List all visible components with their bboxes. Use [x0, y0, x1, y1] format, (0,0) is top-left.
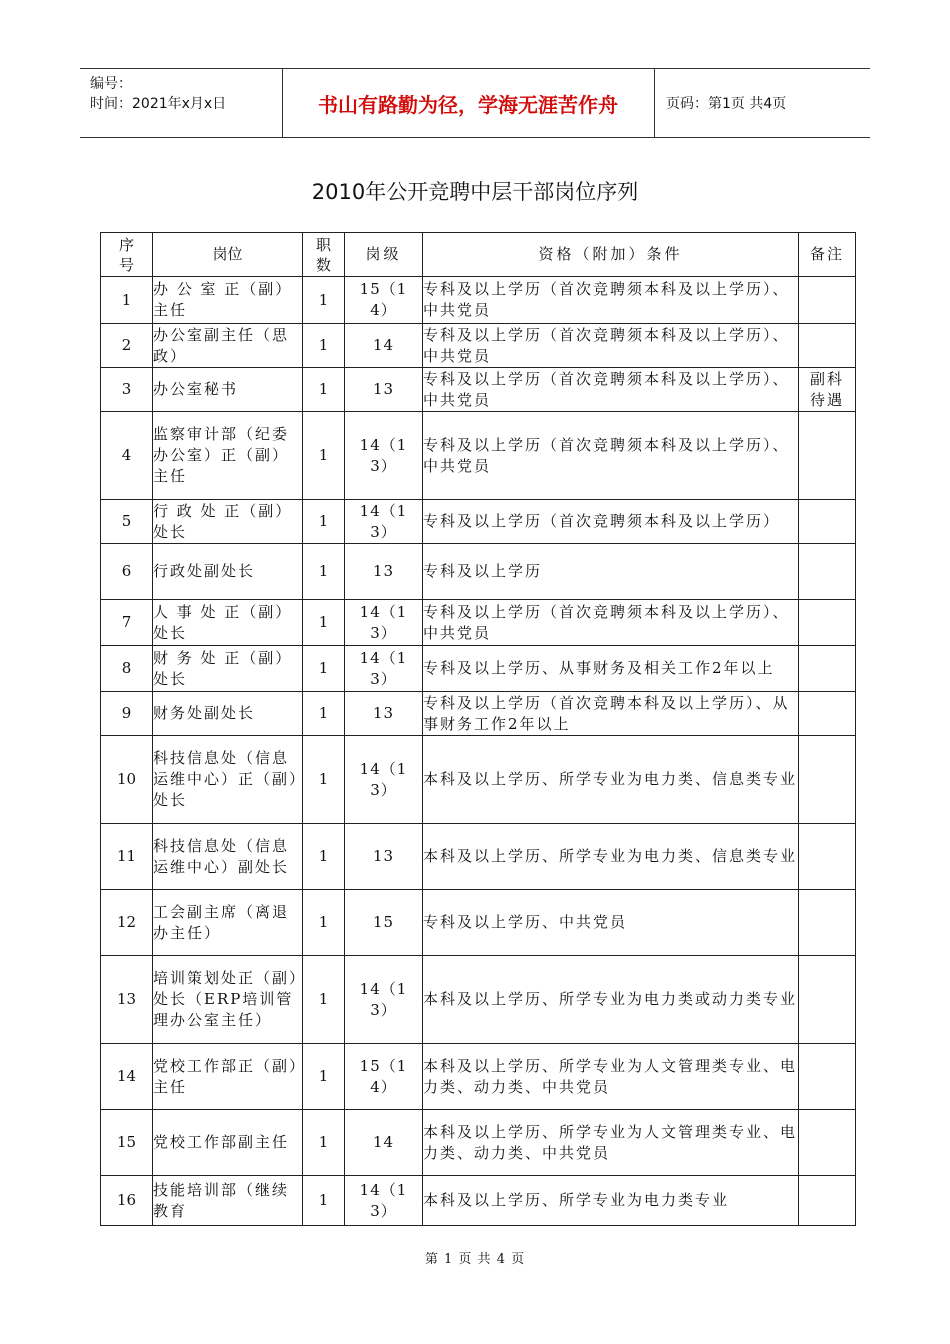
row-num: 13: [101, 956, 153, 1044]
date-label: 时间：2021年x月x日: [90, 96, 227, 112]
row-count: 1: [303, 692, 345, 736]
row-count: 1: [303, 412, 345, 500]
row-position: 办公室副主任（思政）: [153, 324, 303, 368]
table-header-row: [101, 233, 856, 277]
table-row: [101, 1110, 856, 1176]
positions-table: [100, 232, 856, 1226]
row-num: 4: [101, 412, 153, 500]
table-row: [101, 368, 856, 412]
row-num: 10: [101, 736, 153, 824]
row-level: 14（13）: [345, 600, 423, 646]
header-level: 岗级: [345, 233, 423, 277]
row-position: 工会副主席（离退办主任）: [153, 890, 303, 956]
header-page-label: 页码：第1页 共4页: [666, 96, 787, 112]
row-count: 1: [303, 600, 345, 646]
row-note: [799, 544, 856, 600]
row-position: 党校工作部副主任: [153, 1110, 303, 1176]
document-header: [80, 68, 870, 138]
row-position: 办 公 室 正（副）主任: [153, 277, 303, 324]
row-level: 14（13）: [345, 412, 423, 500]
row-level: 13: [345, 544, 423, 600]
table-row: [101, 544, 856, 600]
row-level: 15: [345, 890, 423, 956]
row-requirements: 专科及以上学历（首次竞聘须本科及以上学历）、中共党员: [423, 600, 799, 646]
row-position: 科技信息处（信息运维中心）副处长: [153, 824, 303, 890]
row-level: 14（13）: [345, 1176, 423, 1226]
row-level: 15（14）: [345, 277, 423, 324]
header-meta: [80, 69, 283, 137]
table-row: [101, 890, 856, 956]
row-requirements: 专科及以上学历、从事财务及相关工作2年以上: [423, 646, 799, 692]
row-level: 15（14）: [345, 1044, 423, 1110]
table-row: [101, 1176, 856, 1226]
table-row: [101, 824, 856, 890]
row-count: 1: [303, 736, 345, 824]
row-requirements: 专科及以上学历（首次竞聘须本科及以上学历）: [423, 500, 799, 544]
row-num: 12: [101, 890, 153, 956]
header-num: 序号: [101, 233, 153, 277]
row-level: 14（13）: [345, 500, 423, 544]
row-num: 15: [101, 1110, 153, 1176]
header-note: 备注: [799, 233, 856, 277]
header-position: 岗位: [153, 233, 303, 277]
row-note: [799, 646, 856, 692]
header-count: 职数: [303, 233, 345, 277]
row-requirements: 本科及以上学历、所学专业为电力类、信息类专业: [423, 736, 799, 824]
row-count: 1: [303, 824, 345, 890]
row-note: [799, 692, 856, 736]
table-row: [101, 956, 856, 1044]
row-note: [799, 824, 856, 890]
row-note: [799, 1044, 856, 1110]
row-num: 3: [101, 368, 153, 412]
row-position: 技能培训部（继续教育: [153, 1176, 303, 1226]
table-row: [101, 324, 856, 368]
row-level: 14（13）: [345, 646, 423, 692]
row-position: 财 务 处 正（副）处长: [153, 646, 303, 692]
row-level: 14（13）: [345, 956, 423, 1044]
row-requirements: 专科及以上学历（首次竞聘本科及以上学历）、从事财务工作2年以上: [423, 692, 799, 736]
row-note: [799, 956, 856, 1044]
row-num: 8: [101, 646, 153, 692]
row-count: 1: [303, 277, 345, 324]
row-note: [799, 736, 856, 824]
table-row: [101, 277, 856, 324]
row-requirements: 专科及以上学历（首次竞聘须本科及以上学历）、中共党员: [423, 368, 799, 412]
document-title: 2010年公开竞聘中层干部岗位序列: [311, 180, 639, 204]
header-motto: 书山有路勤为径，学海无涯苦作舟: [282, 69, 655, 137]
row-note: [799, 890, 856, 956]
row-level: 14: [345, 1110, 423, 1176]
row-level: 13: [345, 368, 423, 412]
row-count: 1: [303, 890, 345, 956]
row-note: [799, 1176, 856, 1226]
table-row: [101, 736, 856, 824]
row-position: 培训策划处正（副）处长（ERP培训管理办公室主任）: [153, 956, 303, 1044]
row-requirements: 本科及以上学历、所学专业为人文管理类专业、电力类、动力类、中共党员: [423, 1044, 799, 1110]
row-num: 14: [101, 1044, 153, 1110]
row-position: 办公室秘书: [153, 368, 303, 412]
row-position: 科技信息处（信息运维中心）正（副）处长: [153, 736, 303, 824]
row-count: 1: [303, 1176, 345, 1226]
row-count: 1: [303, 368, 345, 412]
table-row: [101, 692, 856, 736]
page-footer: 第 1 页 共 4 页: [424, 1252, 526, 1267]
table-row: [101, 500, 856, 544]
row-count: 1: [303, 1044, 345, 1110]
header-requirements: 资格（附加）条件: [423, 233, 799, 277]
row-num: 16: [101, 1176, 153, 1226]
row-level: 14（13）: [345, 736, 423, 824]
row-note: [799, 412, 856, 500]
row-requirements: 本科及以上学历、所学专业为电力类或动力类专业: [423, 956, 799, 1044]
row-requirements: 本科及以上学历、所学专业为人文管理类专业、电力类、动力类、中共党员: [423, 1110, 799, 1176]
row-requirements: 本科及以上学历、所学专业为电力类、信息类专业: [423, 824, 799, 890]
row-num: 9: [101, 692, 153, 736]
row-position: 党校工作部正（副）主任: [153, 1044, 303, 1110]
row-requirements: 专科及以上学历（首次竞聘须本科及以上学历）、中共党员: [423, 412, 799, 500]
table-row: [101, 646, 856, 692]
row-position: 行政处副处长: [153, 544, 303, 600]
row-requirements: 专科及以上学历、中共党员: [423, 890, 799, 956]
row-position: 财务处副处长: [153, 692, 303, 736]
row-note: 副科待遇: [799, 368, 856, 412]
row-level: 13: [345, 824, 423, 890]
table-row: [101, 412, 856, 500]
row-num: 7: [101, 600, 153, 646]
row-note: [799, 500, 856, 544]
row-count: 1: [303, 544, 345, 600]
row-num: 2: [101, 324, 153, 368]
row-count: 1: [303, 956, 345, 1044]
row-num: 6: [101, 544, 153, 600]
row-count: 1: [303, 324, 345, 368]
row-position: 人 事 处 正（副）处长: [153, 600, 303, 646]
row-note: [799, 600, 856, 646]
table-row: [101, 1044, 856, 1110]
row-count: 1: [303, 646, 345, 692]
row-position: 行 政 处 正（副）处长: [153, 500, 303, 544]
row-num: 11: [101, 824, 153, 890]
row-num: 1: [101, 277, 153, 324]
row-count: 1: [303, 500, 345, 544]
row-count: 1: [303, 1110, 345, 1176]
row-position: 监察审计部（纪委办公室）正（副）主任: [153, 412, 303, 500]
row-note: [799, 324, 856, 368]
row-requirements: 本科及以上学历、所学专业为电力类专业: [423, 1176, 799, 1226]
table-row: [101, 600, 856, 646]
row-level: 13: [345, 692, 423, 736]
code-label: 编号：: [90, 76, 132, 92]
row-requirements: 专科及以上学历（首次竞聘须本科及以上学历）、中共党员: [423, 277, 799, 324]
row-num: 5: [101, 500, 153, 544]
row-requirements: 专科及以上学历（首次竞聘须本科及以上学历）、中共党员: [423, 324, 799, 368]
row-note: [799, 277, 856, 324]
row-level: 14: [345, 324, 423, 368]
row-note: [799, 1110, 856, 1176]
row-requirements: 专科及以上学历: [423, 544, 799, 600]
